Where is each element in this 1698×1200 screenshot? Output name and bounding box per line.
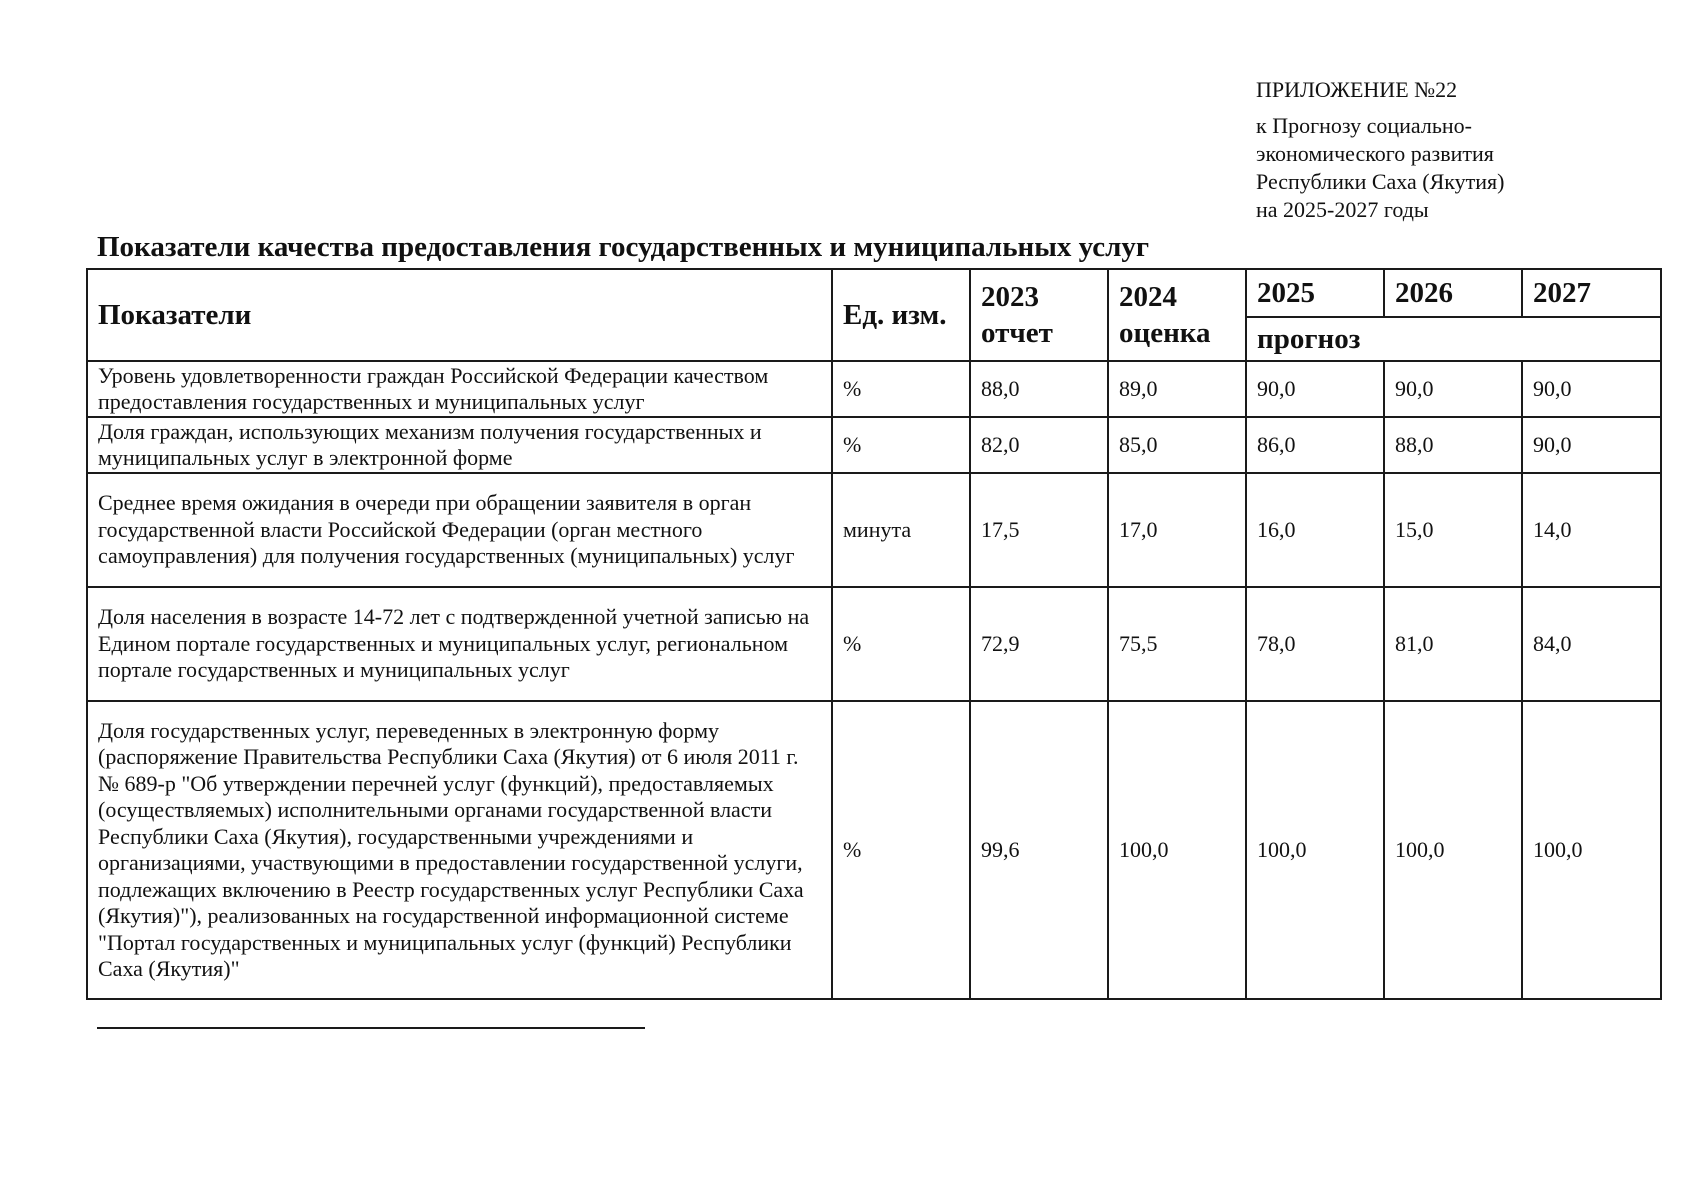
value-2024: 17,0 <box>1108 473 1246 587</box>
value-2026: 88,0 <box>1384 417 1522 473</box>
value-2027: 90,0 <box>1522 417 1661 473</box>
value-2023: 17,5 <box>970 473 1108 587</box>
indicator-unit: % <box>832 417 970 473</box>
header-2024-year: 2024 <box>1119 281 1177 313</box>
table-row <box>87 473 1661 587</box>
table-row <box>87 587 1661 701</box>
indicator-name: Доля населения в возрасте 14-72 лет с подтвержденной учетной записью на Едином портале государственных и муниципальных услуг, региональном портале государственных и муниципальных услуг <box>87 587 832 701</box>
value-2024: 85,0 <box>1108 417 1246 473</box>
value-2027: 14,0 <box>1522 473 1661 587</box>
header-2023-year: 2023 <box>981 281 1039 313</box>
indicator-unit: % <box>832 587 970 701</box>
value-2027: 84,0 <box>1522 587 1661 701</box>
value-2027: 100,0 <box>1522 701 1661 999</box>
value-2025: 90,0 <box>1246 361 1384 417</box>
indicator-name: Уровень удовлетворенности граждан Российской Федерации качеством предоставления государственных и муниципальных услуг <box>87 361 832 417</box>
value-2024: 100,0 <box>1108 701 1246 999</box>
indicator-unit: % <box>832 701 970 999</box>
value-2026: 81,0 <box>1384 587 1522 701</box>
appendix-block <box>1256 76 1656 224</box>
footnote-separator <box>97 1027 645 1029</box>
indicator-name: Среднее время ожидания в очереди при обращении заявителя в орган государственной власти Российской Федерации (орган местного самоуправления) для получения государственных (муниципальных) услуг <box>87 473 832 587</box>
value-2027: 90,0 <box>1522 361 1661 417</box>
header-indicator: Показатели <box>87 269 832 361</box>
header-unit: Ед. изм. <box>832 269 970 361</box>
table-row <box>87 361 1661 417</box>
header-2025: 2025 <box>1246 269 1384 317</box>
appendix-description: к Прогнозу социально- экономического развития Республики Саха (Якутия) на 2025-2027 годы <box>1256 113 1505 222</box>
header-2026: 2026 <box>1384 269 1522 317</box>
value-2026: 100,0 <box>1384 701 1522 999</box>
value-2025: 86,0 <box>1246 417 1384 473</box>
indicator-name: Доля государственных услуг, переведенных в электронную форму (распоряжение Правительства Республики Саха (Якутия) от 6 июля 2011 г. № 689-р "Об утверждении перечней услуг (функций), предоставляемых (осуществляемых) исполнительными органами государственной власти Республики Саха (Якутия), государственными учреждениями и организациями, участвующими в предоставлении государственной услуги, подлежащих включению в Реестр государственных услуг Республики Саха (Якутия)"), реализованных на государственной информационной системе "Портал государственных и муниципальных услуг (функций) Республики Саха (Якутия)" <box>87 701 832 999</box>
indicator-name: Доля граждан, использующих механизм получения государственных и муниципальных услуг в электронной форме <box>87 417 832 473</box>
value-2024: 75,5 <box>1108 587 1246 701</box>
header-forecast: прогноз <box>1246 317 1661 361</box>
indicator-unit: минута <box>832 473 970 587</box>
value-2023: 82,0 <box>970 417 1108 473</box>
header-row-years <box>87 269 1661 317</box>
value-2024: 89,0 <box>1108 361 1246 417</box>
header-2023-type: отчет <box>981 317 1053 349</box>
table-row <box>87 701 1661 999</box>
indicator-unit: % <box>832 361 970 417</box>
table-row <box>87 417 1661 473</box>
value-2023: 72,9 <box>970 587 1108 701</box>
value-2026: 15,0 <box>1384 473 1522 587</box>
value-2025: 16,0 <box>1246 473 1384 587</box>
value-2026: 90,0 <box>1384 361 1522 417</box>
header-2027: 2027 <box>1522 269 1661 317</box>
header-2024-type: оценка <box>1119 317 1211 349</box>
header-2023 <box>970 269 1108 361</box>
value-2023: 88,0 <box>970 361 1108 417</box>
value-2025: 78,0 <box>1246 587 1384 701</box>
value-2025: 100,0 <box>1246 701 1384 999</box>
header-2024 <box>1108 269 1246 361</box>
indicators-table <box>86 268 1662 1000</box>
value-2023: 99,6 <box>970 701 1108 999</box>
appendix-title: ПРИЛОЖЕНИЕ №22 <box>1256 77 1458 102</box>
document-title: Показатели качества предоставления государственных и муниципальных услуг <box>97 231 1150 263</box>
